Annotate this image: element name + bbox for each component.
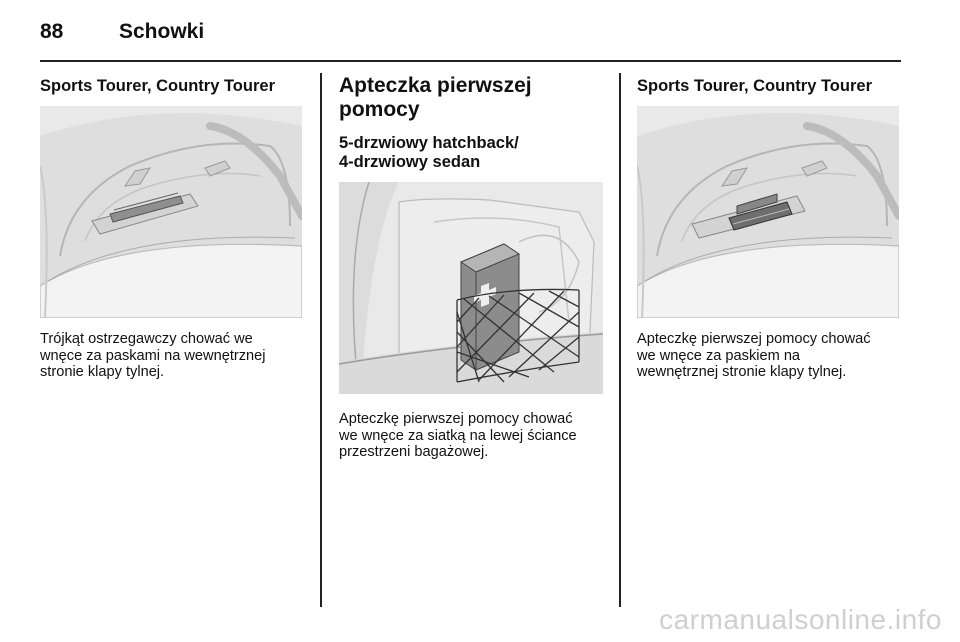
- column-middle: [339, 62, 603, 461]
- section-title: Schowki: [119, 20, 205, 43]
- watermark: carmanualsonline.info: [659, 604, 942, 635]
- page-number: 88: [40, 20, 64, 43]
- body-text: Apteczkę pierwszej pomocy chować we wnęce za paskiem na wewnętrznej stronie klapy tylnej.: [637, 331, 871, 381]
- column-right: [637, 62, 901, 381]
- subheading: 5-drzwiowy hatchback/ 4-drzwiowy sedan: [339, 134, 519, 171]
- body-text: Trójkąt ostrzegawczy chować we wnęce za paskami na wewnętrznej stronie klapy tylnej.: [40, 331, 266, 381]
- tailgate-first-aid-kit-illustration: [637, 106, 899, 318]
- first-aid-kit-luggage-net-illustration: [339, 182, 603, 394]
- tailgate-warning-triangle-illustration: [40, 106, 302, 318]
- column-divider: [320, 73, 322, 607]
- body-text: Apteczkę pierwszej pomocy chować we wnęce za siatką na lewej ściance przestrzeni bagażowej.: [339, 411, 577, 461]
- column-heading: Sports Tourer, Country Tourer: [637, 77, 872, 95]
- page-header: [40, 14, 900, 54]
- section-heading: Apteczka pierwszej pomocy: [339, 74, 532, 121]
- column-divider: [619, 73, 621, 607]
- column-heading: Sports Tourer, Country Tourer: [40, 77, 275, 95]
- column-left: [40, 62, 302, 381]
